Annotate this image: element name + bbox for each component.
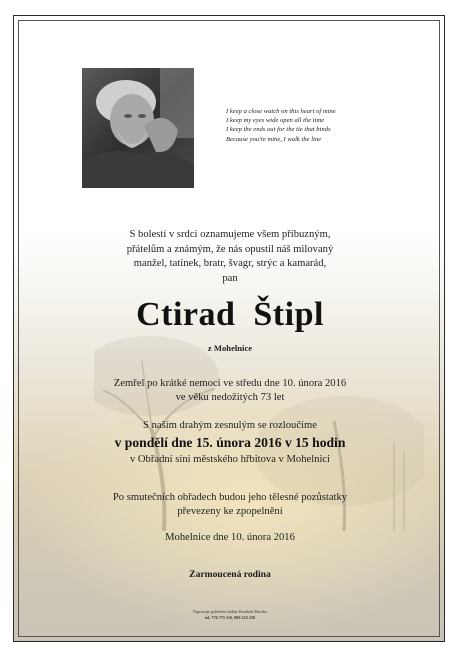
intro-line: pan [222, 272, 238, 284]
footer-service-line: Vypravuje pohřební služba Hornbek Mrosko [192, 609, 268, 614]
poem-line: I keep the ends out for the tie that binds [226, 126, 331, 134]
footer-phone: tel. 776 775 116, 800 222 220 [204, 615, 256, 620]
cremation-line: Po smutečních obřadech budou jeho tělesné pozůstatky [112, 492, 348, 503]
place-date: Mohelnice dne 10. února 2016 [165, 532, 295, 543]
poem-line: Because you're mine, I walk the line [226, 135, 322, 143]
cremation-line: převezeny ke zpopelnění [177, 506, 283, 518]
poem-line: I keep a close watch on this heart of mine [226, 108, 336, 115]
farewell-intro: S naším drahým zesnulým se rozloučíme [143, 420, 317, 431]
death-details [14, 377, 445, 405]
death-line: ve věku nedožitých 73 let [175, 392, 285, 404]
farewell-place: v Obřadní síni městského hřbitova v Mohelnici [129, 454, 331, 465]
intro-line: manžel, tatínek, bratr, švagr, strýc a kamarád, [133, 258, 327, 270]
funeral-service-footer [14, 609, 445, 621]
portrait-photo [82, 68, 194, 188]
cremation-note [14, 491, 445, 519]
poem [226, 107, 336, 144]
farewell-date: v pondělí dne 15. února 2016 v 15 hodin [114, 435, 346, 450]
intro-line: přátelům a známým, že nás opustil náš milovaný [126, 243, 334, 255]
poem-line: I keep my eyes wide open all the time [226, 117, 325, 125]
deceased-origin: z Mohelnice [207, 343, 253, 353]
obituary-frame [13, 15, 445, 642]
announcement-intro [14, 228, 445, 286]
death-line: Zemřel po krátké nemoci ve středu dne 10. února 2016 [113, 378, 347, 389]
signature: Zarmoucená rodina [189, 569, 271, 580]
intro-line: S bolestí v srdci oznamujeme všem příbuzným, [129, 229, 331, 240]
deceased-name: Ctirad Štipl [136, 296, 324, 333]
